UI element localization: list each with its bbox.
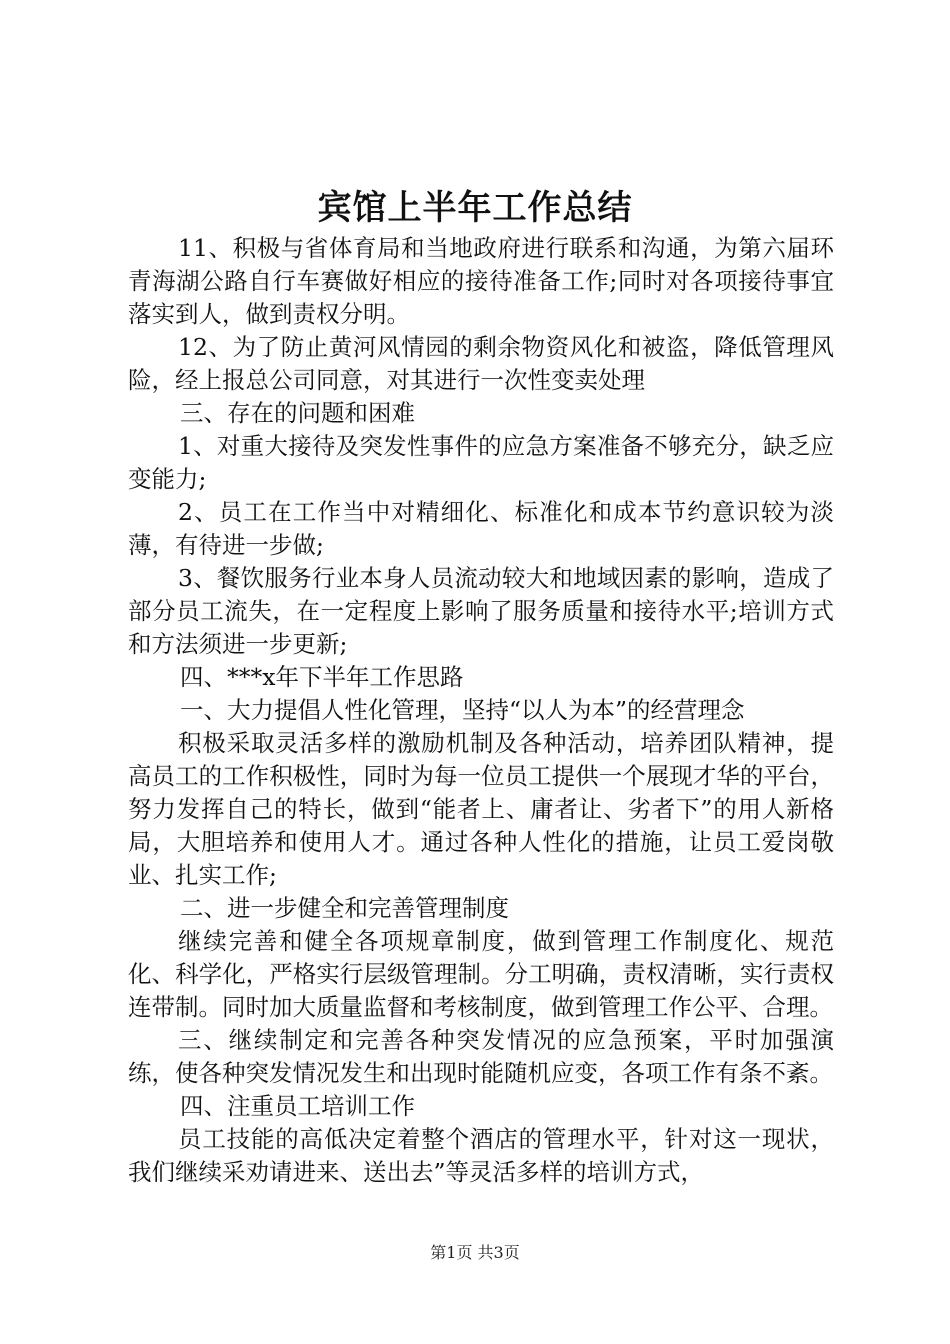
page-number-footer: 第1页 共3页 xyxy=(430,1243,520,1262)
section-heading-problems: 三、存在的问题和困难 xyxy=(180,399,415,427)
paragraph-emergency-plans: 三、继续制定和完善各种突发情况的应急预案，平时加强演练，使各种突发情况发生和出现时能随机应变，各项工作有条不紊。 xyxy=(128,1026,834,1087)
paragraph-problem-3: 3、餐饮服务行业本身人员流动较大和地域因素的影响，造成了部分员工流失，在一定程度上影响了服务质量和接待水平;培训方式和方法须进一步更新; xyxy=(128,564,834,658)
subheading-humanized-management: 一、大力提倡人性化管理，坚持“以人为本”的经营理念 xyxy=(180,696,745,724)
section-heading-plan: 四、***x年下半年工作思路 xyxy=(180,663,464,691)
paragraph-rules: 继续完善和健全各项规章制度，做到管理工作制度化、规范化、科学化，严格实行层级管理制。分工明确，责权清晰，实行责权连带制。同时加大质量监督和考核制度，做到管理工作公平、合理。 xyxy=(128,927,834,1021)
subheading-management-system: 二、进一步健全和完善管理制度 xyxy=(180,894,509,922)
document-body xyxy=(128,232,834,1189)
paragraph-incentives: 积极采取灵活多样的激励机制及各种活动，培养团队精神，提高员工的工作积极性，同时为每一位员工提供一个展现才华的平台，努力发挥自己的特长，做到“能者上、庸者让、劣者下”的用人新格局，大胆培养和使用人才。通过各种人性化的措施，让员工爱岗敬业、扎实工作; xyxy=(128,729,834,889)
paragraph-problem-1: 1、对重大接待及突发性事件的应急方案准备不够充分，缺乏应变能力; xyxy=(128,432,834,493)
paragraph-training: 员工技能的高低决定着整个酒店的管理水平，针对这一现状，我们继续采劝请进来、送出去”等灵活多样的培训方式， xyxy=(128,1125,834,1186)
document-title: 宾馆上半年工作总结 xyxy=(317,188,633,228)
paragraph-item-12: 12、为了防止黄河风情园的剩余物资风化和被盗，降低管理风险，经上报总公司同意，对其进行一次性变卖处理 xyxy=(128,333,834,394)
paragraph-problem-2: 2、员工在工作当中对精细化、标准化和成本节约意识较为淡薄，有待进一步做; xyxy=(128,498,834,559)
subheading-staff-training: 四、注重员工培训工作 xyxy=(180,1092,415,1120)
paragraph-item-11: 11、积极与省体育局和当地政府进行联系和沟通，为第六届环青海湖公路自行车赛做好相应的接待准备工作;同时对各项接待事宜落实到人，做到责权分明。 xyxy=(128,234,834,328)
